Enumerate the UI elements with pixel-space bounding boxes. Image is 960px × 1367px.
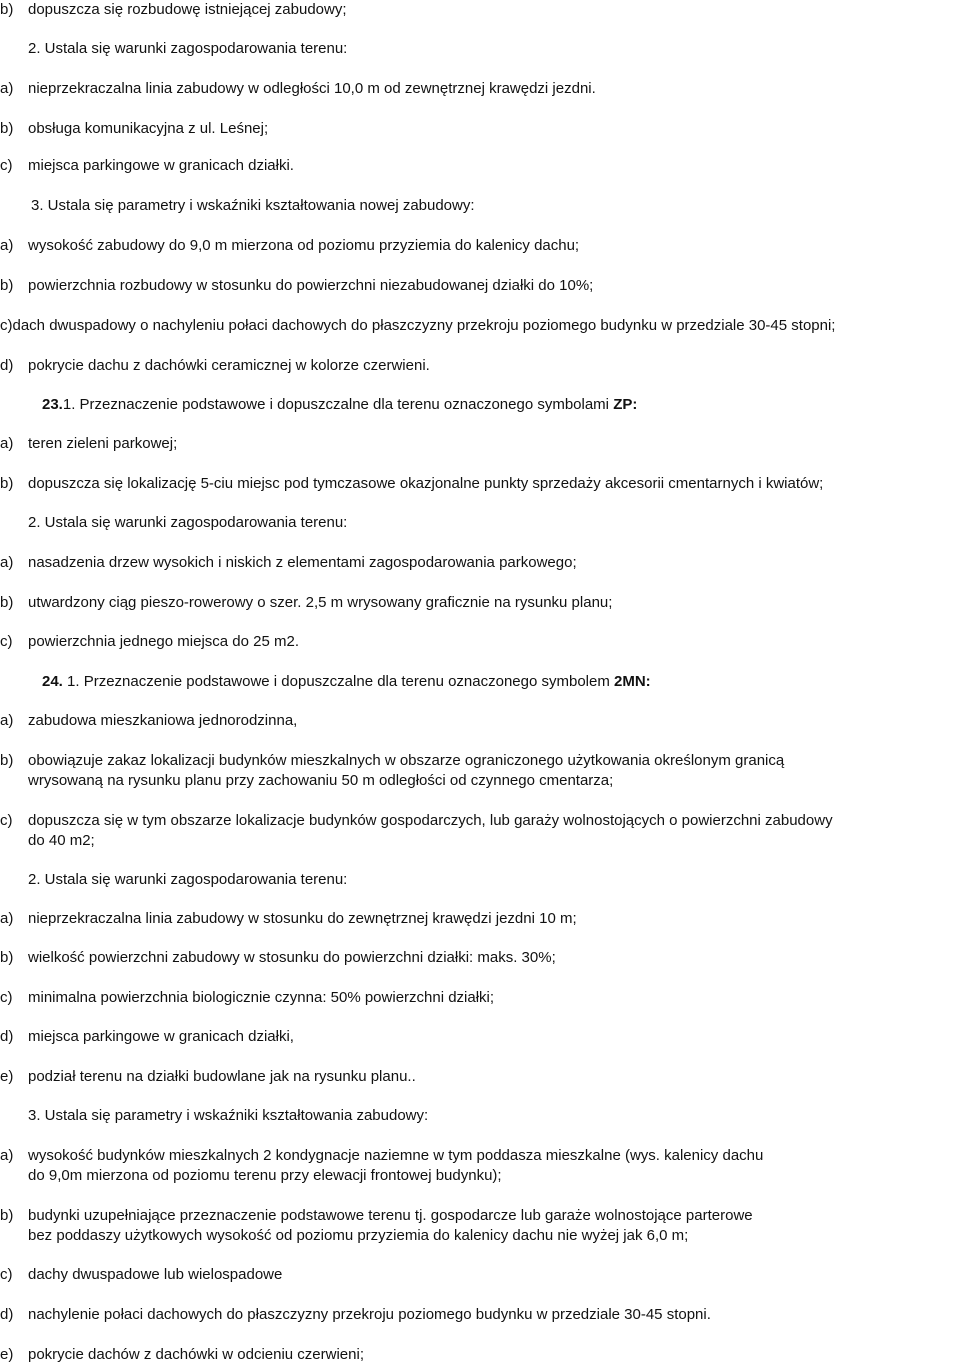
item-text: budynki uzupełniające przeznaczenie podstawowe terenu tj. gospodarcze lub garaże wolnostojące parterowe — [28, 1207, 753, 1224]
item-text: teren zieleni parkowej; — [28, 435, 178, 452]
heading-text: 3. Ustala się parametry i wskaźniki kształtowania nowej zabudowy: — [31, 197, 475, 214]
heading-text: 3. Ustala się parametry i wskaźniki kształtowania zabudowy: — [28, 1107, 429, 1124]
list-item-continuation — [0, 772, 613, 789]
item-text: obsługa komunikacyjna z ul. Leśnej; — [28, 120, 269, 137]
zone-symbol: ZP: — [613, 396, 638, 413]
item-label: d) — [0, 357, 14, 374]
list-item — [0, 157, 294, 174]
item-text: zabudowa mieszkaniowa jednorodzinna, — [28, 712, 298, 729]
list-item — [0, 633, 299, 650]
section-heading — [0, 197, 475, 214]
item-label: d) — [0, 1306, 14, 1323]
section-heading — [0, 871, 347, 888]
section-heading — [0, 514, 347, 531]
item-text: utwardzony ciąg pieszo-rowerowy o szer. 2,5 m wrysowany graficznie na rysunku planu; — [28, 594, 613, 611]
item-text: dachy dwuspadowe lub wielospadowe — [28, 1266, 283, 1283]
list-item — [0, 594, 612, 611]
list-item-continuation — [0, 832, 95, 849]
item-text: dopuszcza się lokalizację 5-ciu miejsc pod tymczasowe okazjonalne punkty sprzedaży akcesorii cmentarnych i kwiatów; — [28, 475, 824, 492]
item-label: b) — [0, 277, 14, 294]
heading-text: 1. Przeznaczenie podstawowe i dopuszczalne dla terenu oznaczonego symbolami — [62, 396, 614, 413]
item-text: miejsca parkingowe w granicach działki. — [28, 157, 294, 174]
item-text: miejsca parkingowe w granicach działki, — [28, 1028, 294, 1045]
item-label: a) — [0, 910, 14, 927]
heading-text: 2. Ustala się warunki zagospodarowania terenu: — [28, 514, 348, 531]
item-label: b) — [0, 949, 14, 966]
item-text: podział terenu na działki budowlane jak na rysunku planu.. — [28, 1068, 416, 1085]
item-text: nachylenie połaci dachowych do płaszczyzny przekroju poziomego budynku w przedziale 30-45 stopni. — [28, 1306, 711, 1323]
item-text: wysokość zabudowy do 9,0 m mierzona od poziomu przyziemia do kalenicy dachu; — [28, 237, 580, 254]
section-number: 24. — [42, 673, 63, 690]
item-text: minimalna powierzchnia biologicznie czynna: 50% powierzchni działki; — [28, 989, 495, 1006]
item-label: a) — [0, 80, 14, 97]
item-label: b) — [0, 752, 14, 769]
item-label: b) — [0, 475, 14, 492]
item-text: c)dach dwuspadowy o nachyleniu połaci dachowych do płaszczyzny przekroju poziomego budynku w przedziale 30-45 stopni; — [0, 317, 836, 334]
list-item — [0, 1147, 763, 1164]
item-label: a) — [0, 712, 14, 729]
list-item — [0, 1266, 282, 1283]
list-item — [0, 317, 835, 334]
item-text: wysokość budynków mieszkalnych 2 kondygnacje naziemne w tym poddasza mieszkalne (wys. kalenicy dachu — [28, 1147, 764, 1164]
item-label: e) — [0, 1068, 14, 1085]
list-item — [0, 1028, 294, 1045]
list-item — [0, 1207, 753, 1224]
list-item — [0, 80, 596, 97]
section-number: 23. — [42, 396, 63, 413]
item-text: do 9,0m mierzona od poziomu terenu przy elewacji frontowej budynku); — [28, 1167, 502, 1184]
item-text: wielkość powierzchni zabudowy w stosunku do powierzchni działki: maks. 30%; — [28, 949, 556, 966]
item-label: a) — [0, 1147, 14, 1164]
list-item-continuation — [0, 1167, 502, 1184]
item-text: nieprzekraczalna linia zabudowy w stosunku do zewnętrznej krawędzi jezdni 10 m; — [28, 910, 577, 927]
item-text: pokrycie dachów z dachówki w odcieniu czerwieni; — [28, 1346, 364, 1363]
item-text: nieprzekraczalna linia zabudowy w odległości 10,0 m od zewnętrznej krawędzi jezdni. — [28, 80, 596, 97]
item-label: c) — [0, 989, 13, 1006]
heading-text: 2. Ustala się warunki zagospodarowania terenu: — [28, 40, 348, 57]
item-label: c) — [0, 812, 13, 829]
item-label: b) — [0, 594, 14, 611]
item-label: c) — [0, 633, 13, 650]
item-label: b) — [0, 120, 14, 137]
item-text: do 40 m2; — [28, 832, 95, 849]
item-text: nasadzenia drzew wysokich i niskich z elementami zagospodarowania parkowego; — [28, 554, 577, 571]
item-text: obowiązuje zakaz lokalizacji budynków mieszkalnych w obszarze ograniczonego użytkowania określonym granicą — [28, 752, 785, 769]
item-label: c) — [0, 157, 13, 174]
list-item — [0, 357, 430, 374]
item-label: a) — [0, 554, 14, 571]
item-label: a) — [0, 435, 14, 452]
list-item — [0, 475, 823, 492]
item-text: wrysowaną na rysunku planu przy zachowaniu 50 m odległości od czynnego cmentarza; — [28, 772, 614, 789]
item-text: bez poddaszy użytkowych wysokość od poziomu przyziemia do kalenicy dachu nie wyżej jak 6,0 m; — [28, 1227, 689, 1244]
list-item — [0, 949, 556, 966]
list-item — [0, 1306, 711, 1323]
item-label: c) — [0, 1266, 13, 1283]
list-item — [0, 554, 577, 571]
list-item — [0, 989, 494, 1006]
item-label: e) — [0, 1346, 14, 1363]
heading-text: 2. Ustala się warunki zagospodarowania terenu: — [28, 871, 348, 888]
list-item — [0, 812, 833, 829]
list-item — [0, 1, 347, 18]
section-heading — [0, 673, 651, 690]
item-text: powierzchnia jednego miejsca do 25 m2. — [28, 633, 299, 650]
item-text: dopuszcza się rozbudowę istniejącej zabudowy; — [28, 1, 347, 18]
zone-symbol: 2MN: — [614, 673, 651, 690]
section-heading — [0, 40, 347, 57]
list-item — [0, 435, 177, 452]
list-item — [0, 1068, 416, 1085]
section-heading — [0, 1107, 428, 1124]
item-text: powierzchnia rozbudowy w stosunku do powierzchni niezabudowanej działki do 10%; — [28, 277, 594, 294]
list-item — [0, 1346, 364, 1363]
item-label: b) — [0, 1207, 14, 1224]
item-label: a) — [0, 237, 14, 254]
item-text: pokrycie dachu z dachówki ceramicznej w kolorze czerwieni. — [28, 357, 430, 374]
heading-text: 1. Przeznaczenie podstawowe i dopuszczalne dla terenu oznaczonego symbolem — [62, 673, 615, 690]
list-item-continuation — [0, 1227, 688, 1244]
list-item — [0, 910, 577, 927]
item-label: b) — [0, 1, 14, 18]
item-label: d) — [0, 1028, 14, 1045]
list-item — [0, 120, 268, 137]
list-item — [0, 712, 297, 729]
section-heading — [0, 396, 637, 413]
list-item — [0, 752, 784, 769]
list-item — [0, 237, 579, 254]
list-item — [0, 277, 593, 294]
item-text: dopuszcza się w tym obszarze lokalizacje budynków gospodarczych, lub garaży wolnostojących o powierzchni zabudowy — [28, 812, 833, 829]
